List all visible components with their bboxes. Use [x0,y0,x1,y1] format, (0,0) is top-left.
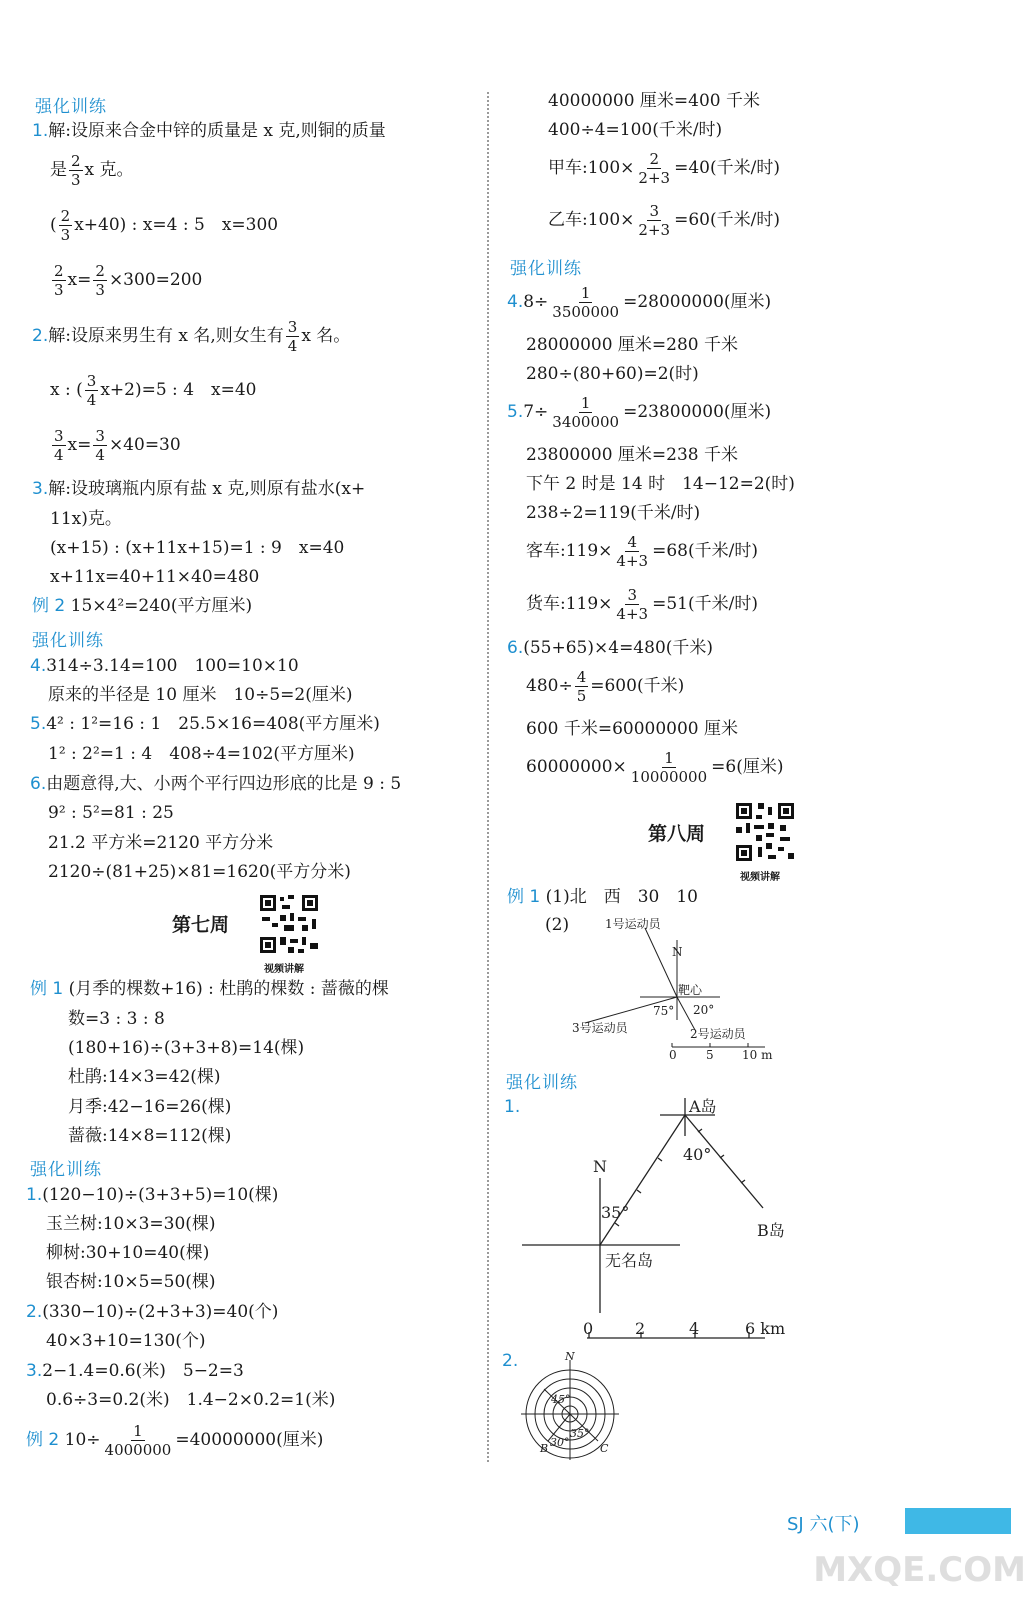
text: 7÷ [523,402,549,422]
denominator: 4 [287,337,298,355]
text: 客车:119× [526,541,613,561]
left-q3-line3: (x+15) : (x+11x+15)=1 : 9 x=40 [50,538,345,558]
example-label: 例 2 [26,1430,60,1450]
fraction [52,262,66,299]
right-q4-line2: 28000000 厘米=280 千米 [526,335,739,355]
scale-6km: 6 km [745,1319,786,1338]
fraction [614,533,650,570]
w7-q1-line1 [26,1184,278,1206]
w7-q3-line2: 0.6÷3=0.2(米) 1.4−2×0.2=1(米) [46,1390,336,1410]
angle-40: 40° [683,1145,712,1164]
angle-75: 75° [653,1004,675,1018]
numerator: 3 [95,427,105,445]
point-b-label: B [540,1442,549,1455]
fraction [636,202,672,239]
text: (55+65)×4=480(千米) [523,638,714,658]
right-q5-line1 [507,394,771,431]
question-number: 4. [30,656,47,676]
example-label: 例 2 [32,596,66,616]
point-c-label: C [600,1442,609,1455]
angle-20: 20° [693,1003,715,1017]
scale-0: 0 [583,1319,594,1338]
w7-example1-line4: 杜鹃:14×3=42(棵) [68,1067,221,1087]
qr-caption: 视频讲解 [264,964,304,975]
text: 4² : 1²=16 : 1 25.5×16=408(平方厘米) [46,714,380,734]
w7-q2-line2: 40×3+10=130(个) [46,1331,206,1351]
right-q5-line3: 下午 2 时是 14 时 14−12=2(时) [526,474,795,494]
right-q6-line2 [526,668,684,705]
right-q6-line1 [507,637,713,659]
diagram-concentric-circles [518,1348,628,1463]
qr-code-icon[interactable] [734,801,796,863]
column-divider [487,92,489,1462]
no-name-island-label: 无名岛 [605,1251,654,1270]
scale-5: 5 [706,1048,714,1060]
text: 15×4²=240(平方厘米) [70,596,253,616]
text: (1)北 西 30 10 [545,887,698,907]
denominator: 4+3 [616,605,649,623]
right-q4-line3: 280÷(80+60)=2(时) [526,364,699,384]
w7-q1-line4: 银杏树:10×5=50(棵) [46,1272,216,1292]
text: 480÷ [526,676,573,696]
denominator: 5 [576,687,587,705]
question-number: 6. [507,638,524,658]
qr-caption: 视频讲解 [740,872,780,883]
runner2-label: 2号运动员 [690,1027,746,1041]
numerator: 1 [580,394,591,412]
watermark: MXQE.COM [813,1550,1026,1590]
left-q5-line2: 1² : 2²=1 : 4 408÷4=102(平方厘米) [48,744,355,764]
section-heading-strengthen: 强化训练 [510,259,582,279]
text: ×300=200 [108,270,203,290]
numerator: 2 [60,207,71,225]
denominator: 3400000 [552,413,620,431]
text: ( [50,215,57,235]
question-number: 5. [30,714,47,734]
w7-example1-line1 [30,978,389,1000]
question-number: 1. [32,121,49,141]
denominator: 3 [60,226,71,244]
angle-45: 45° [551,1393,571,1406]
question-number: 5. [507,402,524,422]
runner3-label: 3号运动员 [572,1021,628,1035]
text: =600(千米) [590,676,685,696]
numerator: 3 [86,372,97,390]
denominator: 3 [54,281,64,299]
numerator: 2 [71,152,81,170]
text: 甲车:100× [548,158,635,178]
text: (330−10)÷(2+3+3)=40(个) [42,1302,279,1322]
question-number: 3. [32,479,49,499]
w8-example1-line2: (2) [545,915,570,935]
text: ×40=30 [108,435,181,455]
text: 60000000× [526,757,627,777]
left-example2 [32,595,252,617]
left-q1-line1 [32,120,386,142]
denominator: 3500000 [552,303,620,321]
fraction [614,586,650,623]
footer-grade-label: SJ 六(下) [787,1514,860,1535]
question-number: 2. [32,326,49,346]
text: 8÷ [523,292,549,312]
w8-q2-number [502,1350,518,1372]
text: 解:设原来合金中锌的质量是 x 克,则铜的质量 [48,121,386,141]
w7-example1-line3: (180+16)÷(3+3+8)=14(棵) [68,1038,305,1058]
numerator: 3 [649,202,660,220]
left-q3-line1 [32,478,365,500]
left-q6-line3: 21.2 平方米=2120 平方分米 [48,833,274,853]
numerator: 3 [54,427,64,445]
north-label: N [565,1350,575,1363]
section-heading-strengthen: 强化训练 [32,631,104,651]
left-q3-line4: x+11x=40+11×40=480 [50,567,260,587]
angle-35: 35° [601,1203,630,1222]
text: =23800000(厘米) [623,402,772,422]
section-heading-strengthen: 强化训练 [506,1073,578,1093]
week-8-title: 第八周 [648,823,706,845]
example-label: 例 1 [507,887,541,907]
text: =60(千米/时) [674,210,780,230]
question-number: 1. [26,1185,43,1205]
question-number: 6. [30,774,47,794]
left-q5-line1 [30,713,380,735]
text: =51(千米/时) [652,594,758,614]
right-q6-line4 [526,749,783,786]
numerator: 4 [576,668,587,686]
numerator: 2 [95,262,105,280]
w7-example1-line6: 蔷薇:14×8=112(棵) [68,1126,232,1146]
center-label: 靶心 [678,983,703,997]
qr-code-icon[interactable] [258,893,320,955]
text: x= [67,270,92,290]
fraction [59,207,73,244]
right-line2: 400÷4=100(千米/时) [548,120,723,140]
runner1-line [645,928,677,997]
question-number: 4. [507,292,524,312]
fraction [629,749,709,786]
text: 乙车:100× [548,210,635,230]
left-q1-line2 [50,152,134,189]
left-q6-line4: 2120÷(81+25)×81=1620(平方分米) [48,862,351,882]
scale-4: 4 [689,1319,700,1338]
left-q3-line2: 11x)克。 [50,509,122,529]
route-to-a [600,1115,685,1245]
fraction [575,668,589,705]
text: (120−10)÷(3+3+5)=10(棵) [42,1185,279,1205]
denominator: 4000000 [104,1441,172,1459]
week-7-title: 第七周 [172,914,230,936]
text: (月季的棵数+16) : 杜鹃的棵数 : 蔷薇的棵 [68,979,389,999]
denominator: 2+3 [638,169,671,187]
angle-35: 35° [570,1427,590,1440]
fraction [93,427,107,464]
left-q1-line4 [50,262,202,299]
text: =28000000(厘米) [623,292,772,312]
north-label: N [593,1157,607,1176]
text: x 名。 [301,326,351,346]
left-q4-line2: 原来的半径是 10 厘米 10÷5=2(厘米) [48,685,353,705]
numerator: 3 [627,586,638,604]
island-b-label: B岛 [757,1221,785,1240]
example-label: 例 1 [30,979,64,999]
fraction [636,150,672,187]
denominator: 4 [86,391,97,409]
text: 解:设原来男生有 x 名,则女生有 [48,326,284,346]
right-line4 [548,202,780,239]
text: x : ( [50,380,83,400]
diagram-islands [515,1088,805,1346]
denominator: 2+3 [638,221,671,239]
numerator: 1 [580,284,591,302]
right-q5-line2: 23800000 厘米=238 千米 [526,445,739,465]
island-a-label: A岛 [689,1097,717,1116]
left-q2-line3 [50,427,181,464]
text: x+2)=5 : 4 x=40 [100,380,257,400]
scale-0: 0 [669,1048,677,1060]
text: =68(千米/时) [652,541,758,561]
w7-q1-line3: 柳树:30+10=40(棵) [46,1243,210,1263]
right-q5-line6 [526,586,758,623]
fraction [52,427,66,464]
text: x 克。 [84,160,134,180]
fraction [286,318,300,355]
question-number: 1. [504,1097,521,1117]
w7-example2 [26,1422,323,1459]
fraction [93,262,107,299]
question-number: 3. [26,1361,43,1381]
denominator: 4+3 [616,552,649,570]
right-q5-line5 [526,533,758,570]
fraction [550,394,621,431]
left-q2-line2 [50,372,256,409]
right-q6-line3: 600 千米=60000000 厘米 [526,719,739,739]
text: =40000000(厘米) [175,1430,324,1450]
left-q6-line2: 9² : 5²=81 : 25 [48,803,174,823]
left-q2-line1 [32,318,350,355]
w7-q3-line1 [26,1360,244,1382]
text: 解:设玻璃瓶内原有盐 x 克,则原有盐水(x+ [48,479,366,499]
w8-example1-line1 [507,886,698,908]
left-q4-line1 [30,655,299,677]
scale-2: 2 [635,1319,646,1338]
text: 由题意得,大、小两个平行四边形底的比是 9 : 5 [46,774,402,794]
footer-accent-bar [905,1508,1011,1534]
right-q5-line4: 238÷2=119(千米/时) [526,503,701,523]
denominator: 4 [95,446,105,464]
question-number: 2. [502,1351,519,1371]
question-number: 2. [26,1302,43,1322]
text: x= [67,435,92,455]
left-q6-line1 [30,773,401,795]
text: =40(千米/时) [674,158,780,178]
right-q4-line1 [507,284,771,321]
text: =6(厘米) [711,757,784,777]
numerator: 1 [664,749,674,767]
numerator: 2 [54,262,64,280]
section-heading-strengthen: 强化训练 [35,97,107,117]
right-line3 [548,150,780,187]
fraction [69,152,83,189]
denominator: 3 [95,281,105,299]
scale-10: 10 m [742,1048,773,1060]
fraction [103,1422,174,1459]
text: 是 [50,160,67,180]
text: 货车:119× [526,594,613,614]
denominator: 4 [54,446,64,464]
w7-example1-line2: 数=3 : 3 : 8 [68,1009,165,1029]
fraction [85,372,99,409]
w7-q1-line2: 玉兰树:10×3=30(棵) [46,1214,216,1234]
w7-q2-line1 [26,1301,278,1323]
fraction [550,284,621,321]
numerator: 2 [649,150,660,168]
angle-30: 30° [550,1436,570,1449]
text: 2−1.4=0.6(米) 5−2=3 [42,1361,244,1381]
right-line1: 40000000 厘米=400 千米 [548,91,761,111]
left-q1-line3 [50,207,278,244]
denominator: 10000000 [630,768,708,786]
text: 314÷3.14=100 100=10×10 [46,656,299,676]
numerator: 1 [133,1422,143,1440]
runner1-label: 1号运动员 [605,917,661,931]
denominator: 3 [71,171,81,189]
numerator: 3 [287,318,298,336]
text: x+40) : x=4 : 5 x=300 [74,215,279,235]
text: 10÷ [64,1430,101,1450]
numerator: 4 [627,533,638,551]
section-heading-strengthen: 强化训练 [30,1160,102,1180]
w7-example1-line5: 月季:42−16=26(棵) [68,1097,232,1117]
north-label: N [672,945,683,959]
diagram-target-runners [560,910,790,1060]
